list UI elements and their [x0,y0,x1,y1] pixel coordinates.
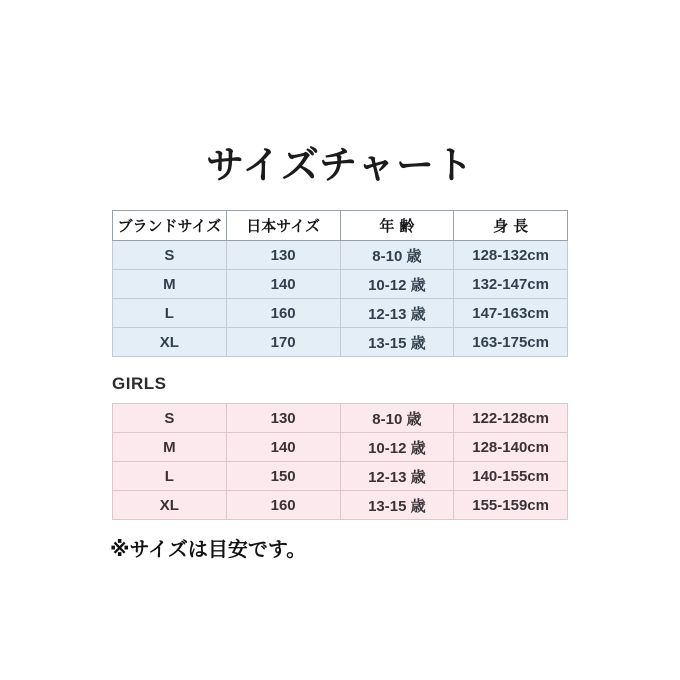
cell-height: 128-132cm [454,241,568,270]
table-row-l [113,462,568,491]
table-row-m [113,433,568,462]
table-row-s [113,241,568,270]
cell-japan-size: 150 [226,462,340,491]
cell-japan-size: 170 [226,328,340,357]
cell-height: 140-155cm [454,462,568,491]
cell-height: 122-128cm [454,404,568,433]
cell-height: 147-163cm [454,299,568,328]
girls-section-label: GIRLS [112,374,167,393]
cell-brand-size: S [113,241,227,270]
column-header-age: 年齢 [340,211,454,241]
table-header-row [113,211,568,241]
cell-brand-size: M [113,270,227,299]
cell-age: 13-15 歳 [340,328,454,357]
column-header-japan-size: 日本サイズ [226,211,340,241]
cell-age: 10-12 歳 [340,433,454,462]
cell-brand-size: L [113,299,227,328]
cell-japan-size: 160 [226,299,340,328]
cell-age: 8-10 歳 [340,404,454,433]
column-header-brand-size: ブランドサイズ [113,211,227,241]
cell-height: 128-140cm [454,433,568,462]
cell-age: 12-13 歳 [340,462,454,491]
table-row-xl [113,328,568,357]
cell-age: 10-12 歳 [340,270,454,299]
cell-age: 8-10 歳 [340,241,454,270]
cell-brand-size: L [113,462,227,491]
cell-japan-size: 130 [226,241,340,270]
size-table-main [112,210,568,357]
cell-brand-size: M [113,433,227,462]
cell-brand-size: S [113,404,227,433]
table-row-xl [113,491,568,520]
cell-japan-size: 160 [226,491,340,520]
page-title: サイズチャート [205,145,475,187]
cell-height: 163-175cm [454,328,568,357]
cell-brand-size: XL [113,491,227,520]
cell-height: 155-159cm [454,491,568,520]
cell-japan-size: 140 [226,433,340,462]
cell-japan-size: 130 [226,404,340,433]
table-row-s [113,404,568,433]
cell-japan-size: 140 [226,270,340,299]
size-disclaimer-note: ※サイズは目安です。 [110,539,307,561]
column-header-height: 身長 [454,211,568,241]
table-row-l [113,299,568,328]
cell-height: 132-147cm [454,270,568,299]
cell-age: 13-15 歳 [340,491,454,520]
cell-age: 12-13 歳 [340,299,454,328]
cell-brand-size: XL [113,328,227,357]
table-row-m [113,270,568,299]
size-table-girls [112,403,568,520]
